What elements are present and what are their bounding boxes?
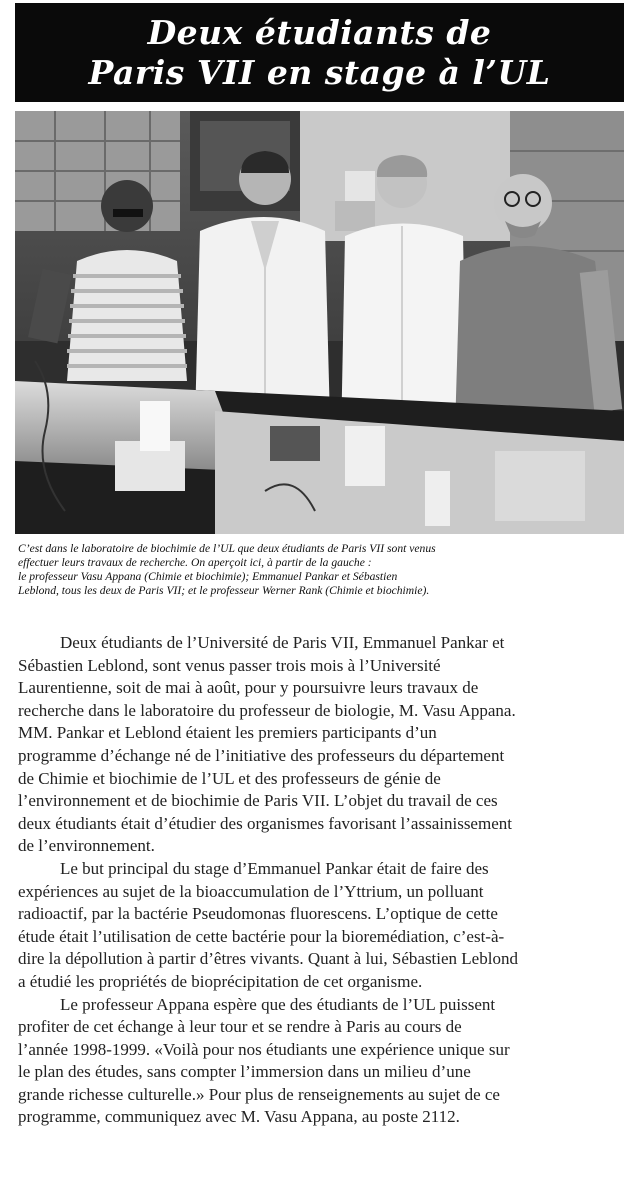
article-line: radioactif, par la bactérie Pseudomonas fluorescens. L’optique de cette xyxy=(18,904,498,924)
headline-line-1: Deux étudiants de xyxy=(147,12,492,52)
article-line: l’environnement et de biochimie de Paris VII. L’objet du travail de ces xyxy=(18,791,498,811)
article-line: Sébastien Leblond, sont venus passer trois mois à l’Université xyxy=(18,655,441,675)
caption-line: effectuer leurs travaux de recherche. On aperçoit ici, à partir de la gauche : xyxy=(18,556,372,569)
headline-line-2: Paris VII en stage à l’UL xyxy=(88,52,551,92)
article-line: recherche dans le laboratoire du professeur de biologie, M. Vasu Appana. xyxy=(18,700,516,720)
article-line: de l’environnement. xyxy=(18,836,155,856)
photo-caption xyxy=(18,542,624,598)
caption-line: C’est dans le laboratoire de biochimie de l’UL que deux étudiants de Paris VII sont venus xyxy=(18,542,436,555)
article-line: deux étudiants était d’étudier des organismes favorisant l’assainissement xyxy=(18,813,512,833)
lab-group-photo xyxy=(15,111,624,534)
article-line: MM. Pankar et Leblond étaient les premiers participants d’un xyxy=(18,723,437,743)
article-line: Laurentienne, soit de mai à août, pour y poursuivre leurs travaux de xyxy=(18,678,479,698)
article-line: Le but principal du stage d’Emmanuel Pankar était de faire des xyxy=(60,858,489,878)
article-line: a étudié les propriétés de bioprécipitation de cet organisme. xyxy=(18,971,423,991)
article-line: de Chimie et biochimie de l’UL et des professeurs de génie de xyxy=(18,768,441,788)
article-body xyxy=(18,632,618,1129)
article-line: étude était l’utilisation de cette bactérie pour la bioremédiation, c’est-à- xyxy=(18,926,505,946)
article-line: programme d’échange né de l’initiative des professeurs du département xyxy=(18,745,505,765)
article-line: le plan des études, sans compter l’immersion dans un milieu d’une xyxy=(18,1062,471,1082)
headline-banner xyxy=(15,3,624,102)
article-line: programme, communiquez avec M. Vasu Appana, au poste 2112. xyxy=(18,1107,460,1127)
article-line: expériences au sujet de la bioaccumulation de l’Yttrium, un polluant xyxy=(18,881,484,901)
article-line: grande richesse culturelle.» Pour plus de renseignements au sujet de ce xyxy=(18,1084,500,1104)
article-line: profiter de cet échange à leur tour et se rendre à Paris au cours de xyxy=(18,1017,462,1037)
caption-line: Leblond, tous les deux de Paris VII; et le professeur Werner Rank (Chimie et biochimie). xyxy=(18,584,430,597)
article-line: Deux étudiants de l’Université de Paris VII, Emmanuel Pankar et xyxy=(60,633,505,652)
article-line: Le professeur Appana espère que des étudiants de l’UL puissent xyxy=(60,994,496,1014)
caption-line: le professeur Vasu Appana (Chimie et biochimie); Emmanuel Pankar et Sébastien xyxy=(18,570,398,583)
article-line: dire la dépollution à partir d’êtres vivants. Quant à lui, Sébastien Leblond xyxy=(18,949,518,969)
article-line: l’année 1998-1999. «Voilà pour nos étudiants une expérience unique sur xyxy=(18,1039,510,1059)
